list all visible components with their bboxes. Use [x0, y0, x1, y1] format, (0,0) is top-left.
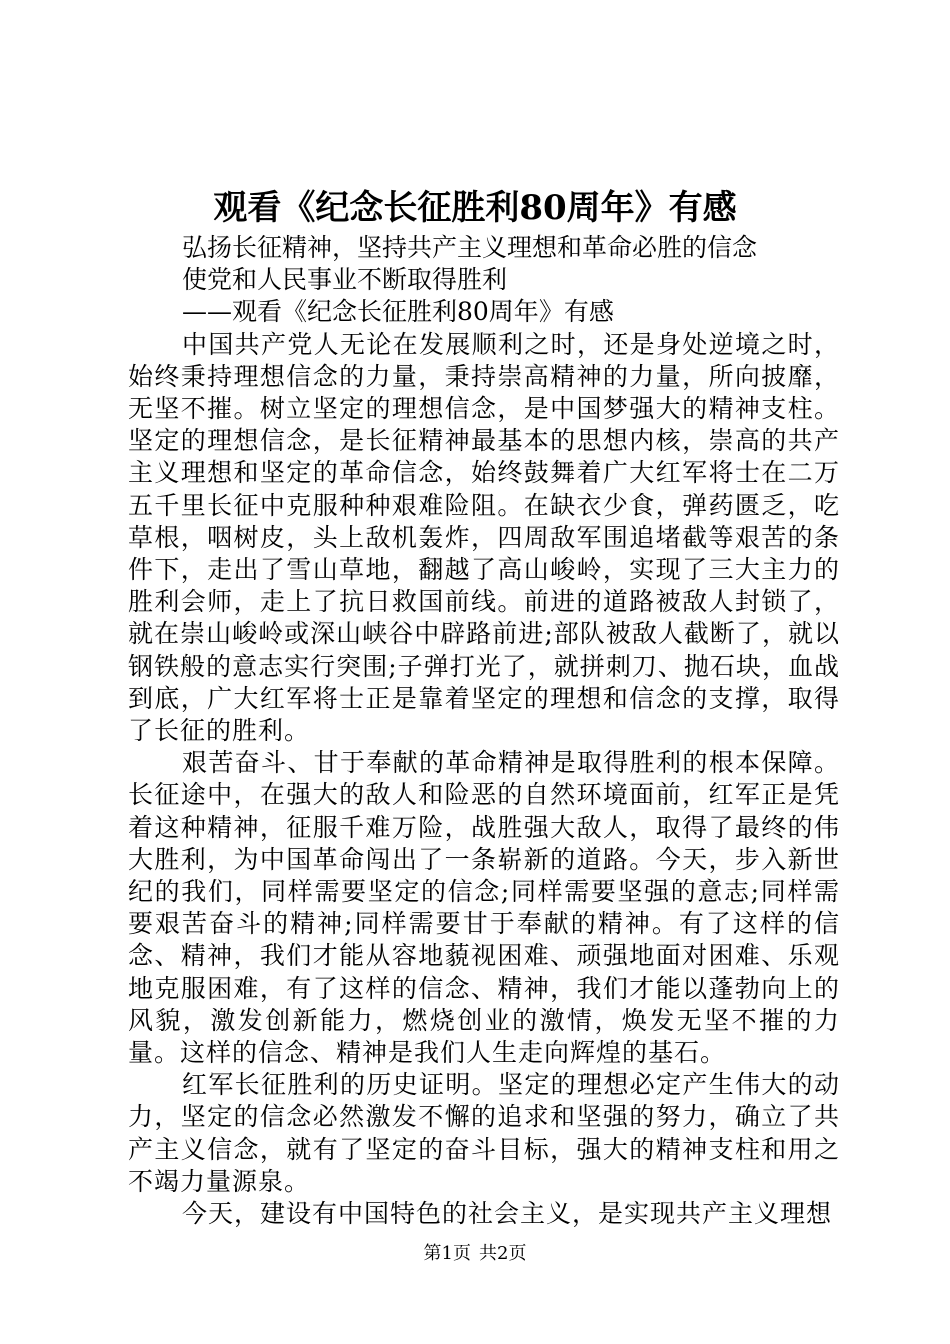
page-footer [0, 1242, 950, 1266]
body-paragraph-3: 红军长征胜利的历史证明。坚定的理想必定产生伟大的动力，坚定的信念必然激发不懈的追求和坚强的努力，确立了共产主义信念，就有了坚定的奋斗目标，强大的精神支柱和用之不竭力量源泉。 [128, 1070, 840, 1196]
subtitle-line-3: ——观看《纪念长征胜利80周年》有感 [182, 297, 614, 327]
document-body [128, 232, 840, 1230]
body-paragraph-2: 艰苦奋斗、甘于奉献的革命精神是取得胜利的根本保障。长征途中，在强大的敌人和险恶的自然环境面前，红军正是凭着这种精神，征服千难万险，战胜强大敌人，取得了最终的伟大胜利，为中国革命闯出了一条崭新的道路。今天，步入新世纪的我们，同样需要坚定的信念;同样需要坚强的意志;同样需要艰苦奋斗的精神;同样需要甘于奉献的精神。有了这样的信念、精神，我们才能从容地藐视困难、顽强地面对困难、乐观地克服困难，有了这样的信念、精神，我们才能以蓬勃向上的风貌，激发创新能力，燃烧创业的激情，焕发无坚不摧的力量。这样的信念、精神是我们人生走向辉煌的基石。 [128, 748, 840, 1068]
body-paragraph-4: 今天，建设有中国特色的社会主义，是实现共产主义理想 [182, 1199, 833, 1229]
subtitle-line-1: 弘扬长征精神，坚持共产主义理想和革命必胜的信念 [182, 233, 758, 262]
subtitle-line-2: 使党和人民事业不断取得胜利 [182, 265, 508, 295]
page-number: 第1页 [423, 1243, 471, 1264]
page-total: 共2页 [479, 1243, 527, 1264]
document-title: 观看《纪念长征胜利80周年》有感 [213, 188, 737, 228]
body-paragraph-1: 中国共产党人无论在发展顺利之时，还是身处逆境之时，始终秉持理想信念的力量，秉持崇高精神的力量，所向披靡，无坚不摧。树立坚定的理想信念，是中国梦强大的精神支柱。坚定的理想信念，是长征精神最基本的思想内核，崇高的共产主义理想和坚定的革命信念，始终鼓舞着广大红军将士在二万五千里长征中克服种种艰难险阻。在缺衣少食，弹药匮乏，吃草根，咽树皮，头上敌机轰炸，四周敌军围追堵截等艰苦的条件下，走出了雪山草地，翻越了高山峻岭，实现了三大主力的胜利会师，走上了抗日救国前线。前进的道路被敌人封锁了，就在崇山峻岭或深山峡谷中辟路前进;部队被敌人截断了，就以钢铁般的意志实行突围;子弹打光了，就拼刺刀、抛石块，血战到底，广大红军将士正是靠着坚定的理想和信念的支撑，取得了长征的胜利。 [128, 329, 840, 746]
